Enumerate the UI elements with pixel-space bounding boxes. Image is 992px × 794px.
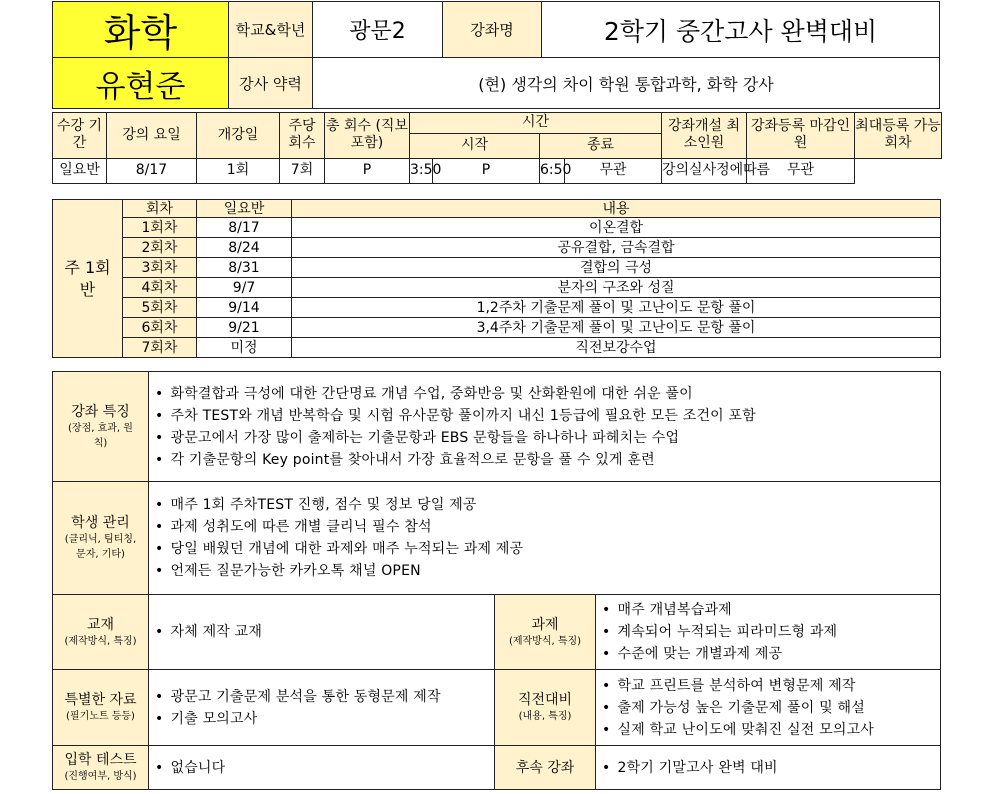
management-list <box>155 494 940 582</box>
session-cell: 1회차 <box>123 218 197 238</box>
textbook-list <box>155 621 494 643</box>
per-week-value: 1회 <box>197 158 280 183</box>
start-date-value: 8/17 <box>107 158 197 183</box>
special-row <box>53 670 941 746</box>
end-ampm: P <box>433 158 540 183</box>
school-grade-value: 광문2 <box>313 2 443 58</box>
table-row <box>53 318 941 338</box>
textbook-content <box>149 595 495 670</box>
session-cell: 2회차 <box>123 238 197 258</box>
list-item: • 언제든 질문가능한 카카오톡 채널 OPEN <box>155 560 940 582</box>
header-table <box>52 1 940 109</box>
content-cell: 직전보강수업 <box>292 338 941 358</box>
min-enroll-value: 무관 <box>565 158 662 183</box>
date-cell: 8/31 <box>197 258 292 278</box>
table-row <box>53 258 941 278</box>
management-label-cell <box>53 482 149 595</box>
session-cell: 7회차 <box>123 338 197 358</box>
entrance-content <box>149 746 495 790</box>
list-item: • 과제 성취도에 따른 개별 클리닉 필수 참석 <box>155 516 940 538</box>
time-start-label: 시작 <box>410 133 540 158</box>
date-cell: 9/21 <box>197 318 292 338</box>
final-list <box>602 675 940 741</box>
subject-title: 화학 <box>53 2 229 58</box>
weekly-label: 주 1회반 <box>53 200 123 358</box>
session-cell: 5회차 <box>123 298 197 318</box>
list-item: • 없습니다 <box>155 757 494 779</box>
final-label: 직전대비 <box>517 692 573 708</box>
list-item: • 매주 개념복습과제 <box>602 599 940 621</box>
start-date-label: 개강일 <box>197 113 280 159</box>
list-item: • 매주 1회 주차TEST 진행, 점수 및 정보 당일 제공 <box>155 494 940 516</box>
list-item: • 주차 TEST와 개념 반복학습 및 시험 유사문항 풀이까지 내신 1등급에 필요한 모든 조건이 포함 <box>155 405 940 427</box>
list-item: • 당일 배웠던 개념에 대한 과제와 매주 누적되는 과제 제공 <box>155 538 940 560</box>
deadline-label: 강좌등록 마감인원 <box>747 113 855 159</box>
management-label: 학생 관리 <box>71 515 130 531</box>
features-label: 강좌 특징 <box>71 403 130 420</box>
list-item: • 광문고 기출문제 분석을 통한 동형문제 제작 <box>155 686 494 708</box>
weekday-label: 강의 요일 <box>107 113 197 159</box>
textbook-label: 교재 <box>86 616 115 633</box>
per-week-label: 주당 회수 <box>280 113 325 159</box>
list-item: • 2학기 기말고사 완벽 대비 <box>602 757 940 779</box>
school-grade-label: 학교&학년 <box>229 2 313 58</box>
content-cell: 이온결합 <box>292 218 941 238</box>
final-label-cell <box>495 670 596 746</box>
management-row <box>53 482 941 595</box>
max-sessions-value: 무관 <box>747 158 855 183</box>
final-sublabel: (내용, 특징) <box>518 711 572 722</box>
col-day-header: 일요반 <box>197 200 292 218</box>
list-item: • 각 기출문항의 Key point를 찾아내서 가장 효율적으로 문항을 풀 수 있게 훈련 <box>155 449 940 471</box>
start-ampm: P <box>325 158 410 183</box>
special-content <box>149 670 495 746</box>
homework-sublabel: (제작방식, 특징) <box>508 635 582 647</box>
homework-list <box>602 599 940 665</box>
bio-value: (현) 생각의 차이 학원 통합과학, 화학 강사 <box>313 58 940 109</box>
content-cell: 3,4주차 기출문제 풀이 및 고난이도 문항 풀이 <box>292 318 941 338</box>
list-item: • 화학결합과 극성에 대한 간단명료 개념 수업, 중화반응 및 산화환원에 대한 쉬운 풀이 <box>155 383 940 405</box>
schedule-table <box>52 112 942 184</box>
followup-list <box>602 757 940 779</box>
bio-label: 강사 약력 <box>229 58 313 109</box>
special-list <box>155 686 494 730</box>
final-content <box>596 670 941 746</box>
date-cell: 8/17 <box>197 218 292 238</box>
date-cell: 8/24 <box>197 238 292 258</box>
followup-label-cell <box>495 746 596 790</box>
special-label: 특별한 자료 <box>64 692 137 708</box>
total-sessions-label: 총 회수 (직보포함) <box>325 113 410 159</box>
special-label-cell <box>53 670 149 746</box>
content-cell: 공유결합, 금속결합 <box>292 238 941 258</box>
features-label-cell <box>53 372 149 482</box>
table-row <box>53 338 941 358</box>
entrance-label: 입학 테스트 <box>64 752 137 768</box>
management-sublabel: (클리닉, 팀티칭, 문자, 기타) <box>64 534 137 560</box>
table-row <box>53 278 941 298</box>
list-item: • 출제 가능성 높은 기출문제 풀이 및 해설 <box>602 697 940 719</box>
homework-label-cell <box>495 595 596 670</box>
textbook-sublabel: (제작방식, 특징) <box>64 635 137 647</box>
session-cell: 3회차 <box>123 258 197 278</box>
min-enroll-label: 강좌개설 최소인원 <box>662 113 747 159</box>
period-label: 수강 기간 <box>53 113 107 159</box>
features-sublabel: (장점, 효과, 원칙) <box>68 422 133 449</box>
total-sessions-value: 7회 <box>280 158 325 183</box>
course-details-table <box>52 371 941 790</box>
weekly-plan-table <box>52 199 941 358</box>
entrance-sublabel: (진행여부, 방식) <box>64 771 137 782</box>
date-cell: 미정 <box>197 338 292 358</box>
date-cell: 9/14 <box>197 298 292 318</box>
textbook-label-cell <box>53 595 149 670</box>
end-time: 6:50 <box>540 158 565 183</box>
followup-label: 후속 강좌 <box>515 759 575 776</box>
features-content <box>149 372 941 482</box>
col-content-header: 내용 <box>292 200 941 218</box>
management-content <box>149 482 941 595</box>
time-end-label: 종료 <box>540 133 662 158</box>
table-row <box>53 238 941 258</box>
col-session-header: 회차 <box>123 200 197 218</box>
session-cell: 6회차 <box>123 318 197 338</box>
features-list <box>155 383 940 471</box>
weekday-value: 일요반 <box>53 158 107 183</box>
deadline-value: 강의실사정에따름 <box>662 158 747 183</box>
teacher-name: 유현준 <box>53 58 229 109</box>
table-row <box>53 218 941 238</box>
list-item: • 광문고에서 가장 많이 출제하는 기출문항과 EBS 문항들을 하나하나 파헤치는 수업 <box>155 427 940 449</box>
time-label: 시간 <box>410 113 662 134</box>
entrance-row <box>53 746 941 790</box>
special-sublabel: (필기노트 등등) <box>66 711 135 722</box>
entrance-label-cell <box>53 746 149 790</box>
homework-label: 과제 <box>531 616 559 633</box>
entrance-list <box>155 757 494 779</box>
content-cell: 1,2주차 기출문제 풀이 및 고난이도 문항 풀이 <box>292 298 941 318</box>
session-cell: 4회차 <box>123 278 197 298</box>
list-item: • 실제 학교 난이도에 맞춰진 실전 모의고사 <box>602 719 940 741</box>
list-item: • 계속되어 누적되는 피라미드형 과제 <box>602 621 940 643</box>
list-item: • 기출 모의고사 <box>155 708 494 730</box>
max-sessions-label: 최대등록 가능회차 <box>855 113 942 159</box>
list-item: • 학교 프린트를 분석하여 변형문제 제작 <box>602 675 940 697</box>
table-row <box>53 298 941 318</box>
textbook-row <box>53 595 941 670</box>
list-item: • 자체 제작 교재 <box>155 621 494 643</box>
start-time: 3:50 <box>410 158 433 183</box>
course-name-value: 2학기 중간고사 완벽대비 <box>542 2 940 58</box>
content-cell: 결합의 극성 <box>292 258 941 278</box>
homework-content <box>596 595 941 670</box>
content-cell: 분자의 구조와 성질 <box>292 278 941 298</box>
date-cell: 9/7 <box>197 278 292 298</box>
course-name-label: 강좌명 <box>443 2 542 58</box>
features-row <box>53 372 941 482</box>
list-item: • 수준에 맞는 개별과제 제공 <box>602 643 940 665</box>
followup-content <box>596 746 941 790</box>
